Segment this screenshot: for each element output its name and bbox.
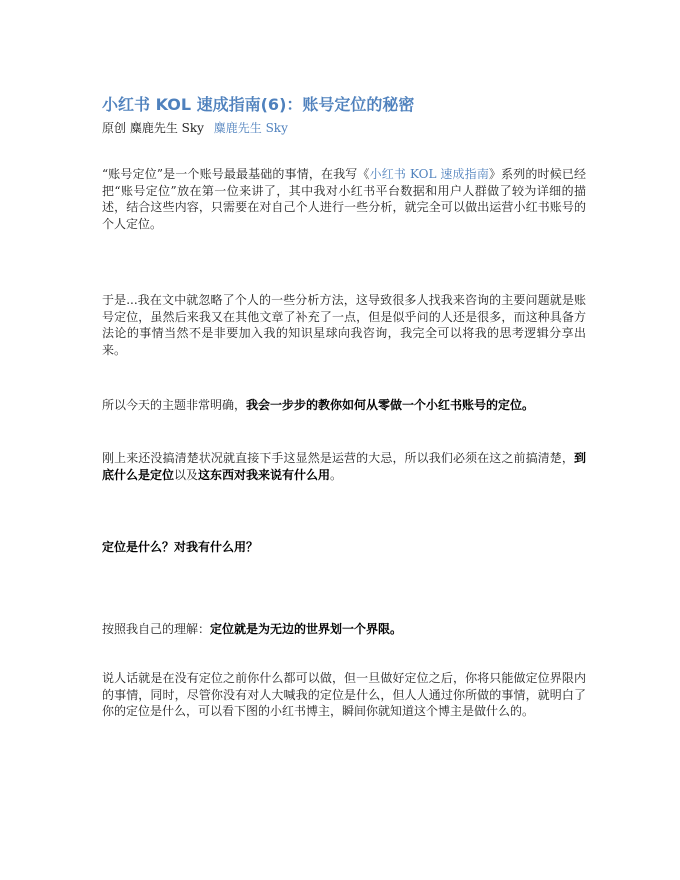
author-name: 麋鹿先生 Sky	[129, 121, 204, 135]
paragraph-background: 于是...我在文中就忽略了个人的一些分析方法，这导致很多人找我来咨询的主要问题就是账号定位，虽然后来我又在其他文章了补充了一点，但是似乎问的人还是很多，而这种具备方法论的事情当然不是非要加入我的知识星球向我咨询，我完全可以将我的思考逻辑分享出来。	[102, 293, 586, 357]
bold-text: 这东西对我来说有什么用	[198, 467, 331, 482]
series-link[interactable]: 小红书 KOL 速成指南	[369, 167, 489, 181]
paragraph-explanation: 说人话就是在没有定位之前你什么都可以做，但一旦做好定位之后，你将只能做定位界限内的事情，同时，尽管你没有对人大喊我的定位是什么，但人人通过你所做的事情，就明白了你的定位是什么，可以看下图的小红书博主，瞬间你就知道这个博主是做什么的。	[102, 671, 586, 718]
paragraph-clarify	[102, 450, 586, 483]
byline	[102, 119, 288, 136]
paragraph-text: 。	[330, 467, 343, 482]
paragraph-text: “账号定位”是一个账号最最基础的事情，在我写《	[102, 167, 370, 181]
paragraph-text: 所以今天的主题非常明确，	[102, 398, 247, 412]
paragraph-text: 以及	[174, 467, 199, 482]
paragraph-definition	[102, 621, 586, 638]
paragraph-intro	[102, 166, 586, 232]
paragraph-text: 》系列的时候已经把“账号定位”放在第一位来讲了，其中我对小红书平台数据和用户人群做了较为详细的描述，结合这些内容，只需要在对自己个人进行一些分析，就完全可以做出运营小红书账号的个人定位。	[102, 167, 586, 231]
original-tag: 原创	[102, 121, 127, 135]
bold-text: 定位就是为无边的世界划一个界限。	[210, 622, 403, 636]
paragraph-text: 按照我自己的理解：	[102, 622, 211, 636]
bold-text: 到底什么是定位	[102, 451, 586, 482]
section-heading: 定位是什么？对我有什么用？	[102, 540, 259, 554]
bold-text: 我会一步步的教你如何从零做一个小红书账号的定位。	[246, 398, 535, 412]
article-title: 小红书 KOL 速成指南(6)：账号定位的秘密	[102, 95, 415, 114]
account-link[interactable]: 麋鹿先生 Sky	[213, 121, 288, 135]
paragraph-text: 刚上来还没搞清楚状况就直接下手这显然是运营的大忌，所以我们必须在这之前搞清楚，	[102, 451, 574, 465]
paragraph-topic	[102, 397, 586, 414]
